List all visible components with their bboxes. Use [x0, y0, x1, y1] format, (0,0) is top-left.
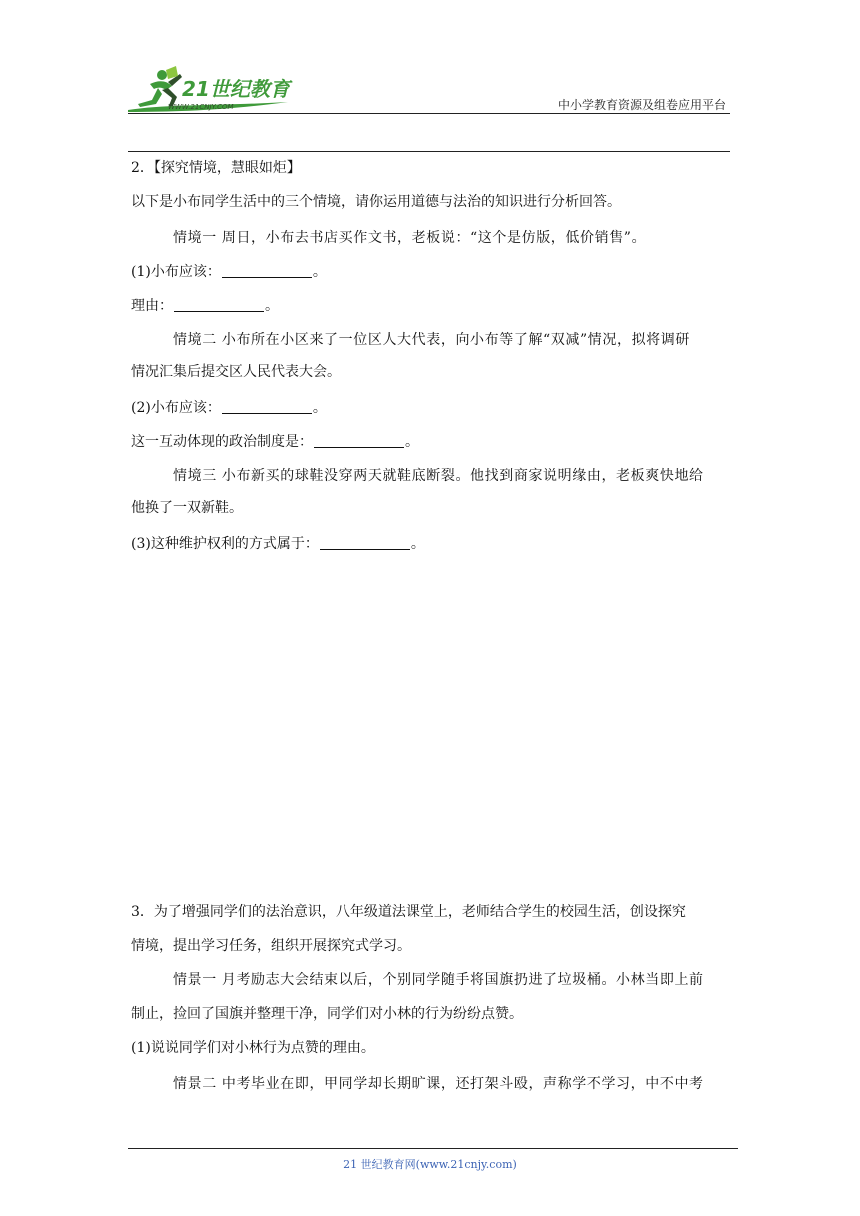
q2-sub1-prefix: (1)小布应该：	[131, 264, 221, 280]
answer-blank[interactable]	[222, 262, 312, 278]
answer-blank[interactable]	[320, 534, 410, 550]
period: 。	[265, 298, 279, 314]
header-rule	[128, 151, 730, 152]
answer-blank[interactable]	[314, 432, 404, 448]
q2-system-prefix: 这一互动体现的政治制度是：	[131, 434, 313, 450]
q2-sub2	[131, 398, 327, 418]
q3-sub1: (1)说说同学们对小林行为点赞的理由。	[131, 1040, 375, 1056]
q3-title-line2: 情境，提出学习任务，组织开展探究式学习。	[131, 938, 411, 954]
q2-scene1: 情境一 周日，小布去书店买作文书，老板说：“这个是仿版，低价销售”。	[173, 230, 647, 246]
q2-sub3-prefix: (3)这种维护权利的方式属于：	[131, 536, 319, 552]
header-rule-thin	[128, 113, 730, 114]
logo-url: WWW.21CNJY.COM	[168, 103, 234, 111]
q2-sub2-prefix: (2)小布应该：	[131, 400, 221, 416]
period: 。	[410, 536, 425, 552]
answer-blank[interactable]	[222, 398, 312, 414]
q3-title-line1: 3．为了增强同学们的法治意识，八年级道法课堂上，老师结合学生的校园生活，创设探究	[131, 904, 686, 920]
q3-scene1-line2: 制止，捡回了国旗并整理干净，同学们对小林的行为纷纷点赞。	[131, 1006, 523, 1022]
q2-scene3-line1: 情境三 小布新买的球鞋没穿两天就鞋底断裂。他找到商家说明缘由，老板爽快地给	[173, 468, 704, 484]
q2-sub2-system	[131, 432, 419, 452]
q2-title: 2．【探究情境，慧眼如炬】	[131, 160, 301, 176]
q2-sub3	[131, 534, 425, 554]
period: 。	[312, 400, 327, 416]
footer-rule	[128, 1148, 738, 1149]
q2-scene2-line2: 情况汇集后提交区人民代表大会。	[131, 364, 341, 380]
answer-blank[interactable]	[174, 296, 264, 312]
q2-scene3-line2: 他换了一双新鞋。	[131, 500, 243, 516]
logo-text: 21世纪教育	[182, 77, 290, 101]
footer-text: 21 世纪教育网(www.21cnjy.com)	[343, 1158, 517, 1171]
platform-name: 中小学教育资源及组卷应用平台	[557, 98, 726, 112]
site-logo	[128, 66, 298, 116]
q2-reason-prefix: 理由：	[131, 298, 173, 314]
q3-scene1-line1: 情景一 月考励志大会结束以后，个别同学随手将国旗扔进了垃圾桶。小林当即上前	[173, 972, 704, 988]
period: 。	[405, 434, 419, 450]
q3-scene2-line1: 情景二 中考毕业在即，甲同学却长期旷课，还打架斗殴，声称学不学习，中不中考	[173, 1076, 704, 1092]
q2-scene2-line1: 情境二 小布所在小区来了一位区人大代表，向小布等了解“双减”情况，拟将调研	[173, 332, 690, 348]
q2-sub1	[131, 262, 327, 282]
page-header	[128, 66, 730, 116]
q2-sub1-reason	[131, 296, 279, 316]
q2-intro: 以下是小布同学生活中的三个情境，请你运用道德与法治的知识进行分析回答。	[131, 194, 621, 210]
period: 。	[312, 264, 327, 280]
